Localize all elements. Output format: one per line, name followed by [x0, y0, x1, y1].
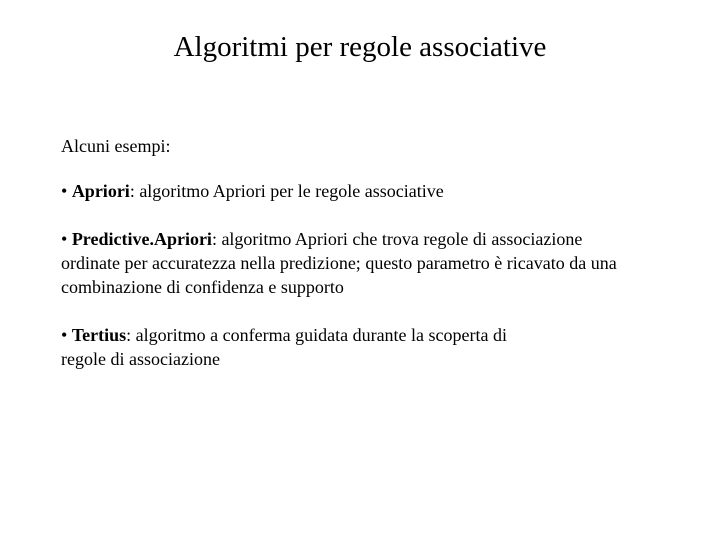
item-description: : algoritmo Apriori che trova regole di associazione [211, 229, 583, 249]
item-description-line: regole di associazione [61, 349, 220, 369]
slide-content [61, 134, 691, 395]
list-item-predictive-apriori [61, 227, 691, 299]
list-item-apriori [61, 179, 691, 203]
item-description: : algoritmo Apriori per le regole associative [129, 181, 444, 201]
item-term: Predictive.Apriori [71, 229, 212, 249]
list-item-tertius [61, 323, 691, 371]
item-description-line: ordinate per accuratezza nella predizione; questo parametro è ricavato da una [61, 253, 617, 273]
item-term: Apriori [71, 181, 130, 201]
slide-title: Algoritmi per regole associative [173, 31, 547, 63]
item-term: Tertius [71, 325, 127, 345]
bullet: • [61, 325, 68, 345]
item-description-line: combinazione di confidenza e supporto [61, 277, 344, 297]
bullet: • [61, 181, 68, 201]
bullet: • [61, 229, 68, 249]
item-description: : algoritmo a conferma guidata durante la scoperta di [126, 325, 508, 345]
intro-text: Alcuni esempi: [61, 136, 171, 156]
